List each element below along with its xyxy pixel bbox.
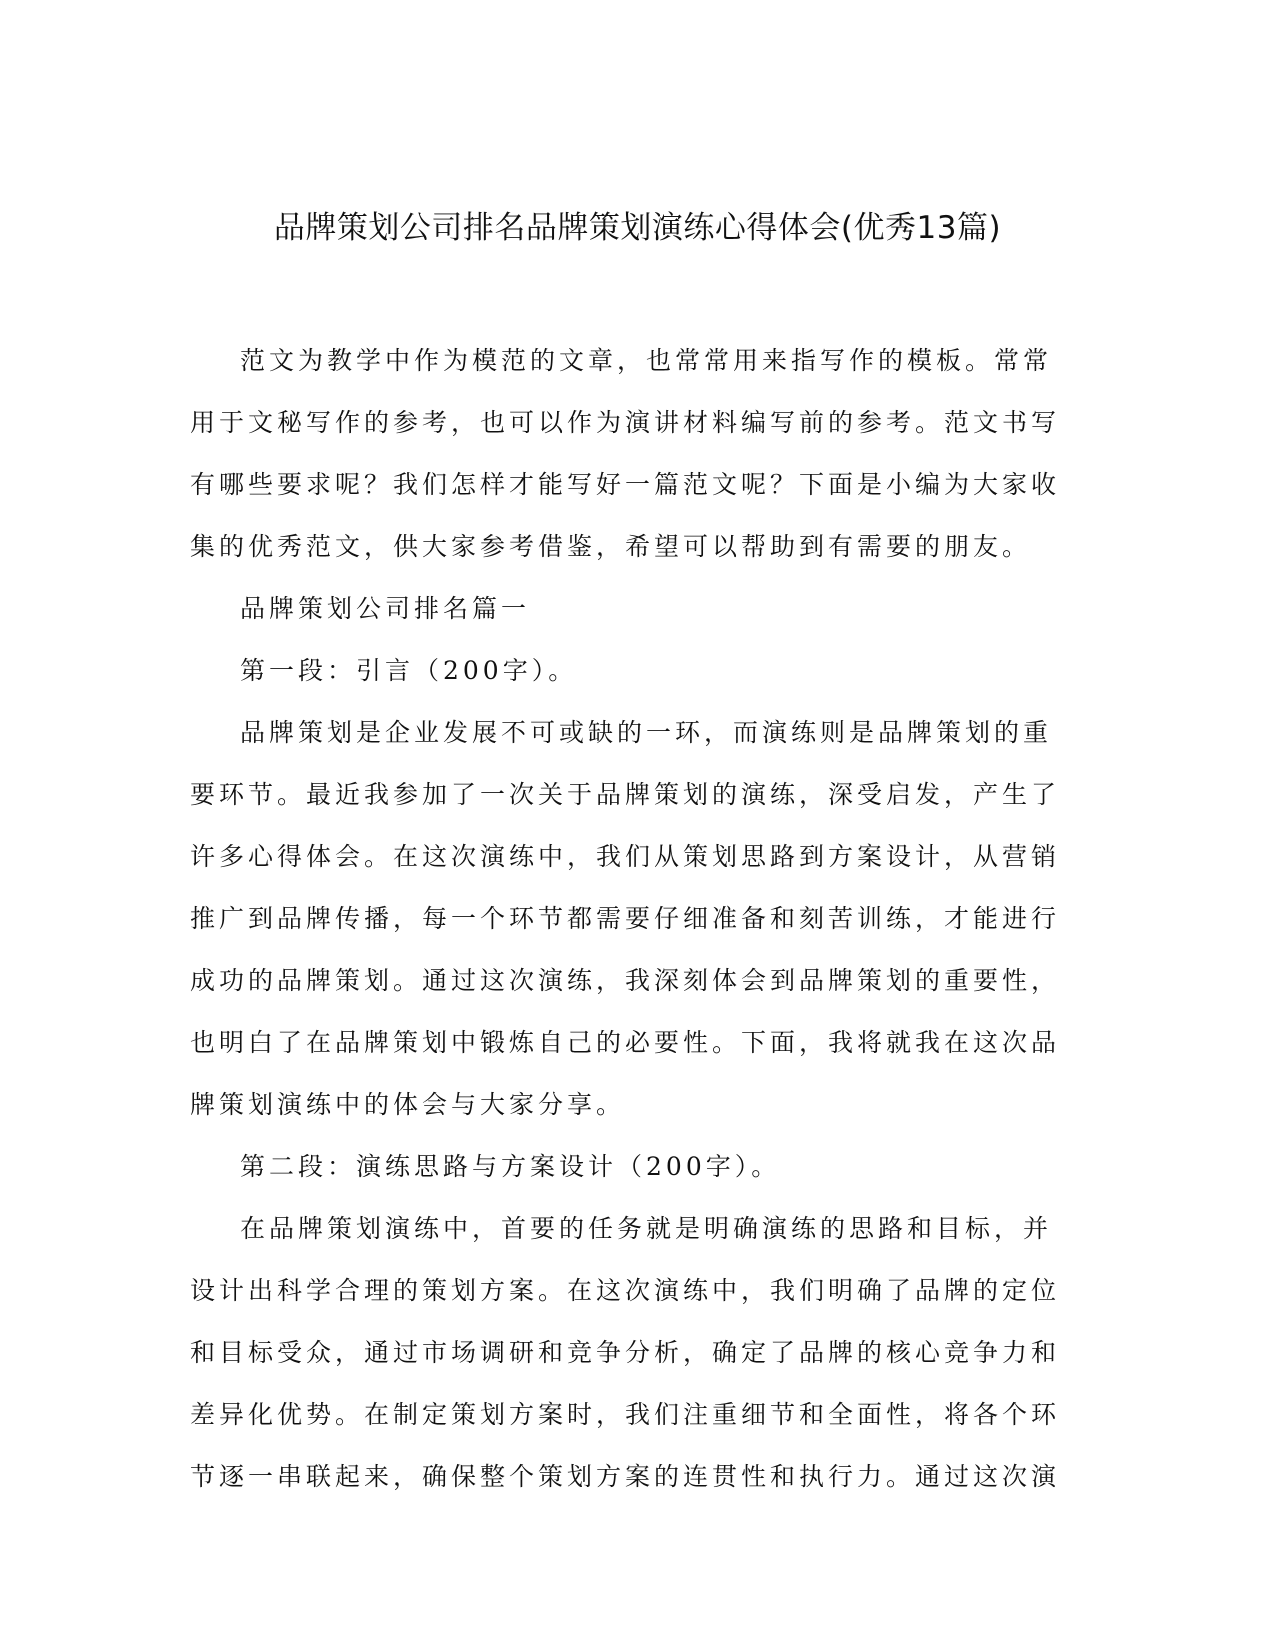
document-body xyxy=(190,330,1080,1508)
section-heading: 品牌策划公司排名篇一 xyxy=(240,594,531,623)
subsection-heading-1: 第一段：引言（200字）。 xyxy=(240,656,578,685)
document-title: 品牌策划公司排名品牌策划演练心得体会(优秀13篇) xyxy=(273,210,1002,246)
subsection-heading-2: 第二段：演练思路与方案设计（200字）。 xyxy=(240,1152,781,1181)
intro-paragraph: 范文为教学中作为模范的文章，也常常用来指写作的模板。常常用于文秘写作的参考，也可以作为演讲材料编写前的参考。范文书写有哪些要求呢？我们怎样才能写好一篇范文呢？下面是小编为大家收集的优秀范文，供大家参考借鉴，希望可以帮助到有需要的朋友。 xyxy=(190,346,1061,561)
body-paragraph-1: 品牌策划是企业发展不可或缺的一环，而演练则是品牌策划的重要环节。最近我参加了一次关于品牌策划的演练，深受启发，产生了许多心得体会。在这次演练中，我们从策划思路到方案设计，从营销推广到品牌传播，每一个环节都需要仔细准备和刻苦训练，才能进行成功的品牌策划。通过这次演练，我深刻体会到品牌策划的重要性，也明白了在品牌策划中锻炼自己的必要性。下面，我将就我在这次品牌策划演练中的体会与大家分享。 xyxy=(190,718,1061,1119)
body-paragraph-2: 在品牌策划演练中，首要的任务就是明确演练的思路和目标，并设计出科学合理的策划方案。在这次演练中，我们明确了品牌的定位和目标受众，通过市场调研和竞争分析，确定了品牌的核心竞争力和差异化优势。在制定策划方案时，我们注重细节和全面性，将各个环节逐一串联起来，确保整个策划方案的连贯性和执行力。通过这次演 xyxy=(190,1214,1061,1491)
